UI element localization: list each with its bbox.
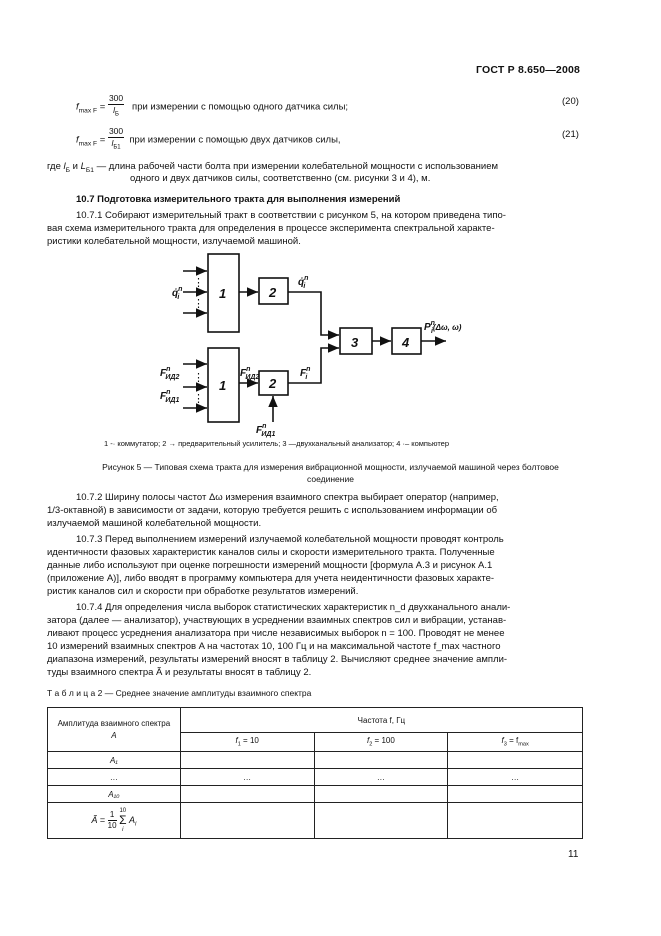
formula-20-denominator: $l_Б$ xyxy=(113,105,119,118)
para-10-7-4-l4: 10 измерений взаимных спектров A на частотах 10, 100 Гц и на максимальной частоте f_max частного xyxy=(47,641,501,652)
p-output-label: $P^n$ $i^{(\Delta\omega, \omega)}$ xyxy=(424,320,462,335)
formula-21-number: (21) xyxy=(562,129,579,140)
dots-top-2: ⋮ xyxy=(193,298,204,310)
table-2 xyxy=(47,707,583,839)
formula-21-lhs: f xyxy=(76,134,79,146)
section-heading: 10.7 Подготовка измерительного тракта для выполнения измерений xyxy=(76,194,401,205)
para-10-7-2-l3: излучаемой машиной колебательной мощности. xyxy=(47,518,262,529)
table-header-f1: $f_1 = 10$ xyxy=(180,733,314,752)
f-output-label: $F^n$ i xyxy=(300,366,311,381)
block-4-label: 4 xyxy=(402,335,410,350)
formula-21-numerator: 300 xyxy=(108,126,124,136)
formula-20-lhs-sub: max F xyxy=(78,107,98,115)
formula-21-denominator: $l_{Б1}$ xyxy=(111,138,121,151)
block-1-top-label: 1 xyxy=(219,286,227,301)
dots-bottom-2: ⋮ xyxy=(193,393,204,405)
f-id2-input-label: $F^n$ ИД2 xyxy=(160,366,180,381)
table-cell: … xyxy=(180,769,314,786)
where-clause: где $l_Б$ и $L_{Б1}$ — длина рабочей части болта при измерении колебательной мощности с использованием xyxy=(47,161,499,174)
dots-bottom-1: ⋮ xyxy=(193,372,204,384)
table-cell xyxy=(314,752,448,769)
formula-21-text: при измерении с помощью двух датчиков силы, xyxy=(129,134,341,146)
block-3-label: 3 xyxy=(351,335,359,350)
table-cell xyxy=(180,752,314,769)
table-row-label: A₁₀ xyxy=(48,786,181,803)
table-row-label: A₁ xyxy=(48,752,181,769)
formula-20-lhs: f xyxy=(76,101,79,113)
f-id2-mid-label: $F^n$ ИД2 xyxy=(240,366,260,381)
para-10-7-4-l5: диапазона измерений, результаты измерений вносят в таблицу 2. Вычисляют среднее значение ампли- xyxy=(47,654,508,665)
para-10-7-3-l5: ристик каналов сил и скорости при обработке результатов измерений. xyxy=(47,586,359,597)
table-cell: … xyxy=(448,769,583,786)
para-10-7-4-l6: туды взаимного спектра Ã и результаты вносят в таблицу 2. xyxy=(47,667,312,678)
where-clause-line2: одного и двух датчиков силы, соответственно (см. рисунки 3 и 4), м. xyxy=(130,173,431,184)
table-cell xyxy=(314,803,448,839)
table-header-f2: $f_2 = 100$ xyxy=(314,733,448,752)
para-10-7-3-l2: идентичности фазовых характеристик каналов силы и скорости измерительного тракта. Полученные xyxy=(47,547,495,558)
para-10-7-1-l2: вая схема измерительного тракта для определения в процессе эксперимента спектральной характе- xyxy=(47,223,495,234)
table-header-amplitude: Амплитуда взаимного спектра A xyxy=(48,708,181,752)
table-cell xyxy=(448,803,583,839)
block-2-top-label: 2 xyxy=(269,285,277,300)
table-mean-formula: Ã = $\frac{1}{10}$ 10 Σ i $A_i$ xyxy=(48,803,181,839)
table-cell xyxy=(448,752,583,769)
dots-top-1: ⋮ xyxy=(193,277,204,289)
table-header-f3: $f_3 = f_{max}$ xyxy=(448,733,583,752)
table-cell xyxy=(180,786,314,803)
block-2-bottom-label: 2 xyxy=(269,376,277,391)
block-diagram xyxy=(0,0,661,460)
formula-21-lhs-sub: max F xyxy=(78,140,98,148)
page-number: 11 xyxy=(568,849,579,860)
q-output-label: q̇$^n$ i xyxy=(298,275,309,290)
para-10-7-1-l3: ристики колебательной мощности, излучаемой машиной. xyxy=(47,236,301,247)
block-1-bottom-label: 1 xyxy=(219,378,227,393)
table-cell xyxy=(180,803,314,839)
formula-21-eq: = xyxy=(99,134,106,146)
para-10-7-3-l4: (приложение А)], либо вводят в программу компьютера для учета неидентичности фазовых характе- xyxy=(47,573,495,584)
para-10-7-3-l3: данные либо используют при оценке погрешности измерений мощности [формула А.3 и рисунок А.1 xyxy=(47,560,493,571)
para-10-7-4-l3: ливают процесс усреднения анализатора при числе независимых выборок n = 100. Проводят не менее xyxy=(47,628,505,639)
table-cell xyxy=(448,786,583,803)
table-header-frequency: Частота f, Гц xyxy=(180,708,582,733)
standard-header: ГОСТ Р 8.650—2008 xyxy=(476,64,581,76)
figure-caption: Рисунок 5 — Типовая схема тракта для измерения вибрационной мощности, излучаемой машиной через болтовое соединение xyxy=(102,462,559,484)
f-id1-input-label: $F^n$ ИД1 xyxy=(160,389,180,404)
formula-20-text: при измерении с помощью одного датчика силы; xyxy=(132,101,349,113)
q-input-label: q̇$^n$ i xyxy=(172,286,183,301)
formula-20-numerator: 300 xyxy=(108,93,124,103)
formula-20-eq: = xyxy=(99,101,106,113)
f-id1-bottom-label: $F^n$ ИД1 xyxy=(256,423,276,438)
para-10-7-4-l1: 10.7.4 Для определения числа выборок статистических характеристик n_d двухканального анали- xyxy=(76,602,511,613)
table-caption: Т а б л и ц а 2 — Среднее значение амплитуды взаимного спектра xyxy=(47,688,312,698)
para-10-7-2-l2: 1/3-октавной) в зависимости от задачи, которую требуется решить с использованием информации об xyxy=(47,505,498,516)
formula-20-number: (20) xyxy=(562,96,579,107)
para-10-7-4-l2: затора (далее — анализатор), участвующих в усреднении взаимных спектров сил и вибрации, устанав- xyxy=(47,615,507,626)
table-cell xyxy=(314,786,448,803)
figure-legend: 1 -· коммутатор; 2 → предварительный усилитель; 3 —двухканальный анализатор; 4 ·– компьютер xyxy=(104,439,450,448)
para-10-7-1-l1: 10.7.1 Собирают измерительный тракт в соответствии с рисунком 5, на котором приведена типо- xyxy=(76,210,506,221)
para-10-7-2-l1: 10.7.2 Ширину полосы частот Δω измерения взаимного спектра выбирает оператор (например, xyxy=(76,492,499,503)
table-row-label: … xyxy=(48,769,181,786)
table-cell: … xyxy=(314,769,448,786)
para-10-7-3-l1: 10.7.3 Перед выполнением измерений излучаемой колебательной мощности проводят контроль xyxy=(76,534,504,545)
